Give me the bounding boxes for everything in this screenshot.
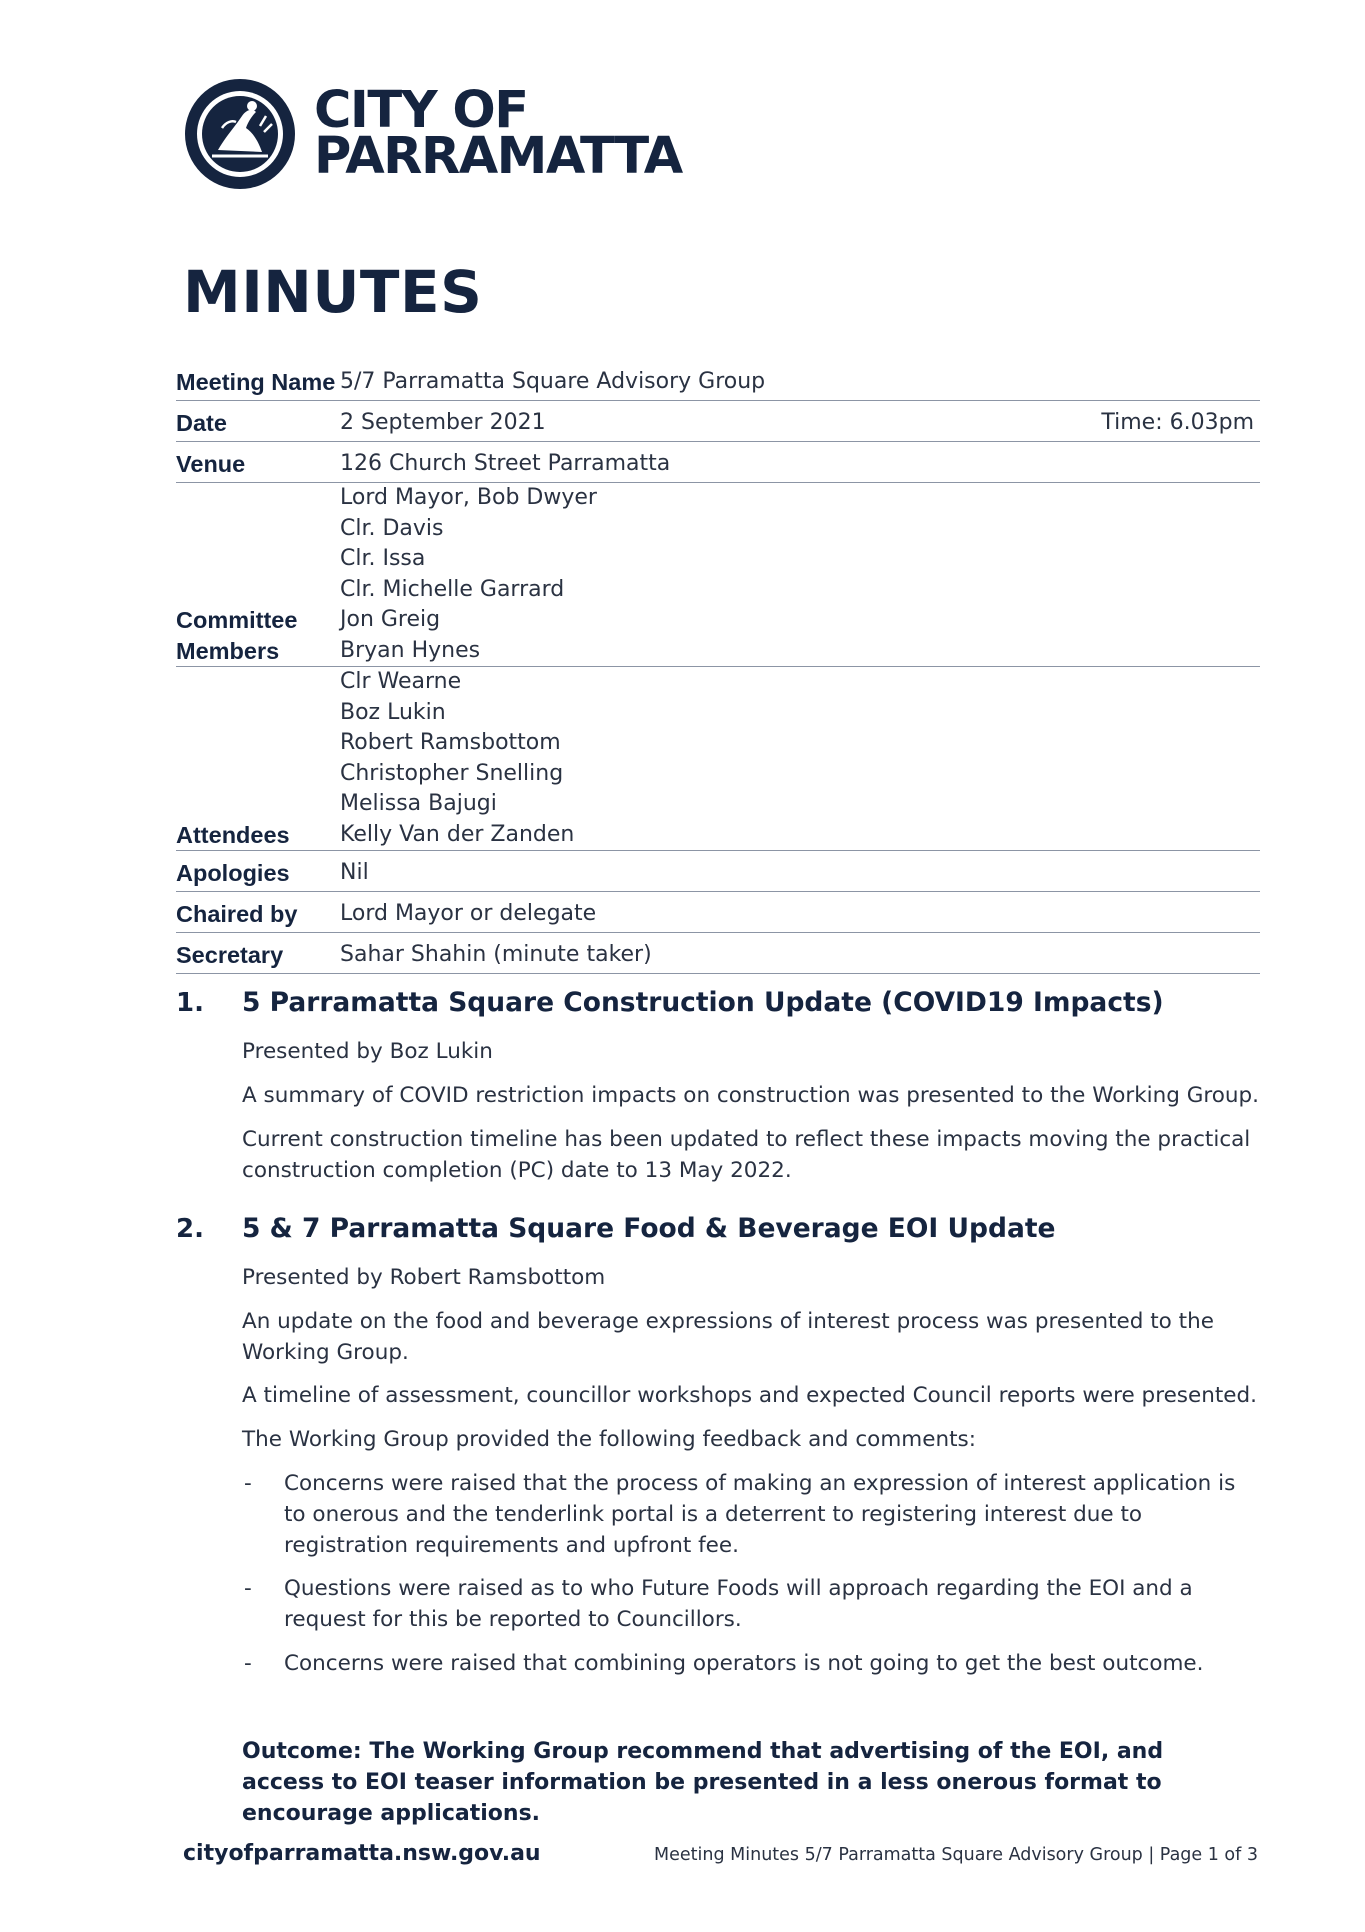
section-2-paragraph: A timeline of assessment, councillor workshops and expected Council reports were presented.	[242, 1383, 1257, 1408]
section-2-title: 5 & 7 Parramatta Square Food & Beverage EOI Update	[242, 1213, 1056, 1244]
section-1-paragraph: A summary of COVID restriction impacts on construction was presented to the Working Group.	[242, 1083, 1260, 1108]
council-logo	[182, 76, 682, 192]
committee-label-line-2: Members	[176, 637, 280, 664]
time-value: Time: 6.03pm	[1101, 410, 1254, 435]
section-2-paragraph: An update on the food and beverage expressions of interest process was presented to the Working Group.	[242, 1309, 1214, 1365]
list-item	[242, 1573, 1262, 1635]
date-row	[176, 401, 1260, 442]
list-item: Kelly Van der Zanden	[340, 821, 575, 847]
list-item	[242, 1648, 1262, 1679]
list-item: Jon Greig	[340, 607, 441, 632]
section-2-paragraph: The Working Group provided the following feedback and comments:	[242, 1427, 976, 1452]
date-label: Date	[176, 410, 227, 436]
chaired-by-value: Lord Mayor or delegate	[340, 901, 597, 926]
section-1-title: 5 Parramatta Square Construction Update (COVID19 Impacts)	[242, 987, 1164, 1018]
committee-members-list	[340, 483, 597, 666]
list-item: Melissa Bajugi	[340, 791, 497, 816]
bullet-dash: -	[244, 1651, 252, 1676]
chaired-by-label: Chaired by	[176, 901, 298, 927]
section-2-presenter: Presented by Robert Ramsbottom	[242, 1265, 606, 1290]
list-item: Robert Ramsbottom	[340, 730, 561, 755]
list-item	[242, 1468, 1262, 1561]
bullet-dash: -	[244, 1576, 252, 1601]
attendees-list	[340, 667, 574, 850]
apologies-label: Apologies	[176, 860, 290, 886]
footer-page-info: Meeting Minutes 5/7 Parramatta Square Advisory Group | Page 1 of 3	[654, 1845, 1258, 1865]
committee-members-row	[176, 483, 1260, 667]
list-item: Clr. Michelle Garrard	[340, 576, 565, 602]
secretary-value: Sahar Shahin (minute taker)	[340, 942, 652, 967]
meeting-name-row	[176, 360, 1260, 401]
meeting-name-label: Meeting Name	[176, 369, 336, 395]
section-1-number: 1.	[176, 988, 204, 1018]
bullet-text: Concerns were raised that combining operators is not going to get the best outcome.	[284, 1651, 1204, 1676]
wordmark-line-2: PARRAMATTA	[314, 127, 682, 186]
list-item: Clr. Issa	[340, 546, 426, 571]
page-title: MINUTES	[183, 258, 483, 326]
apologies-value: Nil	[340, 860, 369, 885]
council-wordmark	[314, 81, 682, 186]
venue-value: 126 Church Street Parramatta	[340, 451, 671, 476]
meeting-details-table	[176, 360, 1260, 974]
footer-website: cityofparramatta.nsw.gov.au	[183, 1841, 541, 1866]
committee-label-line-1: Committee	[176, 607, 298, 633]
wordmark-line-1: CITY OF	[314, 81, 528, 140]
section-1-paragraph: Current construction timeline has been updated to reflect these impacts moving the practical construction completion (PC) date to 13 May 2022.	[242, 1127, 1251, 1183]
chaired-by-row	[176, 892, 1260, 933]
secretary-row	[176, 933, 1260, 974]
apologies-row	[176, 851, 1260, 892]
list-item: Lord Mayor, Bob Dwyer	[340, 485, 597, 510]
venue-label: Venue	[176, 451, 246, 477]
list-item: Clr. Davis	[340, 515, 444, 541]
parramatta-seal-icon	[182, 76, 298, 192]
bullet-text: Questions were raised as to who Future Foods will approach regarding the EOI and a request for this be reported to Councillors.	[284, 1576, 1193, 1632]
secretary-label: Secretary	[176, 942, 284, 968]
list-item: Boz Lukin	[340, 699, 446, 725]
meeting-name-value: 5/7 Parramatta Square Advisory Group	[340, 369, 766, 394]
bullet-text: Concerns were raised that the process of making an expression of interest application is to onerous and the tenderlink portal is a deterrent to registering interest due to registration requirements and upfront fee.	[284, 1471, 1236, 1558]
outcome-statement: Outcome: The Working Group recommend that advertising of the EOI, and access to EOI teaser information be presented in a less onerous format to encourage applications.	[242, 1739, 1164, 1826]
bullet-dash: -	[244, 1471, 252, 1496]
section-2-number: 2.	[176, 1214, 204, 1244]
attendees-label: Attendees	[176, 821, 290, 848]
committee-members-label	[176, 605, 297, 666]
attendees-row	[176, 667, 1260, 851]
list-item: Clr Wearne	[340, 669, 462, 694]
date-value: 2 September 2021	[340, 410, 546, 435]
list-item: Bryan Hynes	[340, 637, 481, 663]
venue-row	[176, 442, 1260, 483]
section-1-presenter: Presented by Boz Lukin	[242, 1039, 493, 1064]
list-item: Christopher Snelling	[340, 760, 564, 786]
